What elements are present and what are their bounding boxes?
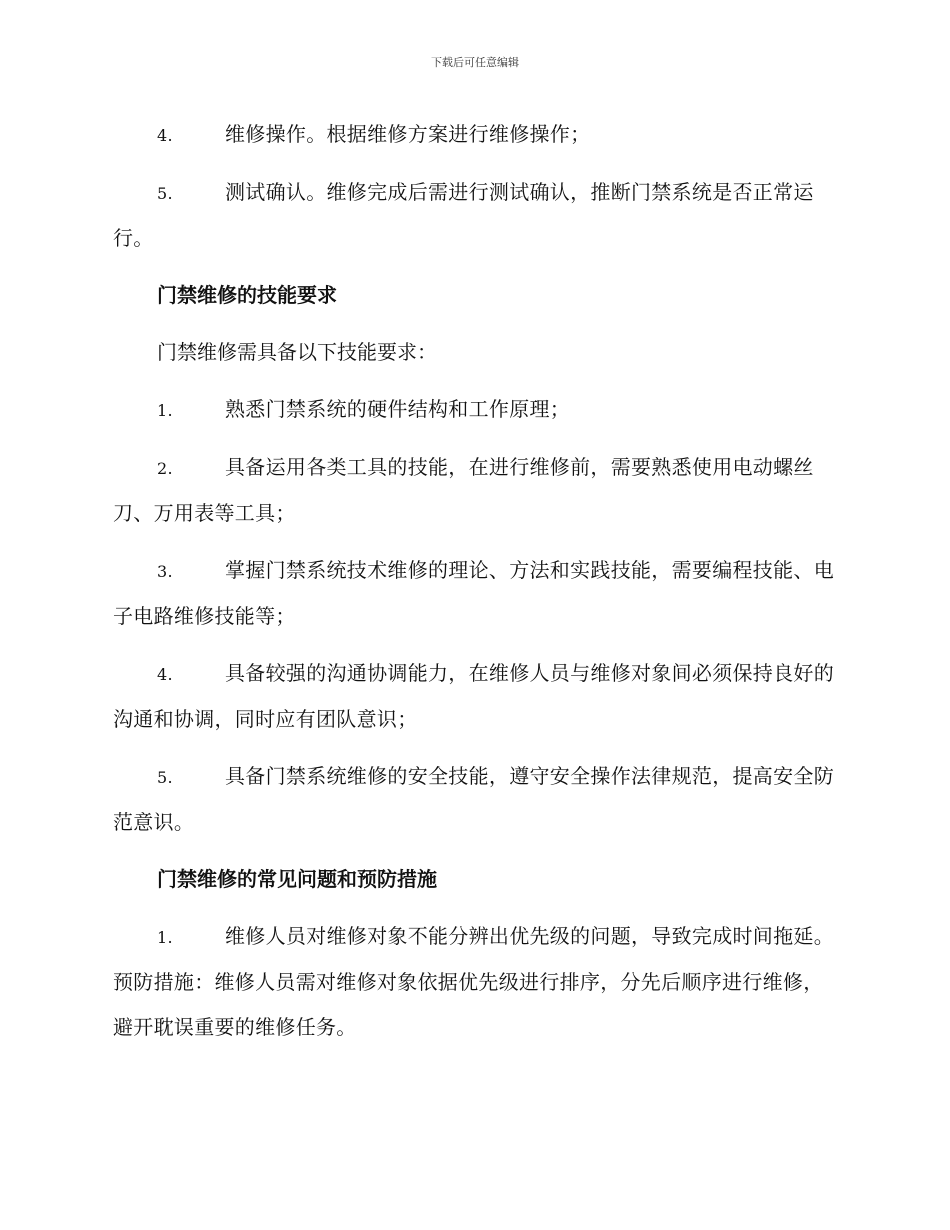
- header-note: 下载后可任意编辑: [431, 56, 519, 69]
- list-item-number: 1.: [157, 401, 173, 420]
- list-item: [113, 112, 837, 158]
- list-item-text: 具备门禁系统维修的安全技能，遵守安全操作法律规范，提高安全防范意识。: [113, 764, 834, 834]
- list-item-number: 2.: [157, 459, 173, 478]
- list-item-number: 5.: [157, 768, 173, 787]
- list-item-number: 5.: [157, 184, 173, 203]
- list-item: [113, 170, 837, 261]
- list-item-text: 维修人员对维修对象不能分辨出优先级的问题，导致完成时间拖延。预防措施：维修人员需对维修对象依据优先级进行排序，分先后顺序进行维修，避开耽误重要的维修任务。: [113, 924, 834, 1039]
- list-item: [113, 548, 837, 639]
- section-heading-skills: 门禁维修的技能要求: [157, 283, 337, 307]
- list-item-text: 熟悉门禁系统的硬件结构和工作原理；: [225, 397, 571, 421]
- skills-intro: 门禁维修需具备以下技能要求：: [157, 340, 437, 364]
- list-item-number: 4.: [157, 126, 173, 145]
- section-heading-problems: 门禁维修的常见问题和预防措施: [157, 867, 437, 891]
- list-item-text: 掌握门禁系统技术维修的理论、方法和实践技能，需要编程技能、电子电路维修技能等；: [113, 558, 834, 628]
- list-item: [113, 754, 837, 845]
- list-item-text: 具备运用各类工具的技能，在进行维修前，需要熟悉使用电动螺丝刀、万用表等工具；: [113, 455, 814, 525]
- list-item: [113, 914, 837, 1050]
- list-item-number: 1.: [157, 928, 173, 947]
- list-item-number: 3.: [157, 562, 173, 581]
- list-item-text: 维修操作。根据维修方案进行维修操作；: [225, 122, 591, 146]
- document-body: [113, 112, 837, 1062]
- list-item: [113, 445, 837, 536]
- list-item-text: 具备较强的沟通协调能力，在维修人员与维修对象间必须保持良好的沟通和协调，同时应有团队意识；: [113, 661, 834, 731]
- list-item-number: 4.: [157, 665, 173, 684]
- list-item: [113, 387, 837, 433]
- list-item: [113, 651, 837, 742]
- list-item-text: 测试确认。维修完成后需进行测试确认，推断门禁系统是否正常运行。: [113, 180, 814, 250]
